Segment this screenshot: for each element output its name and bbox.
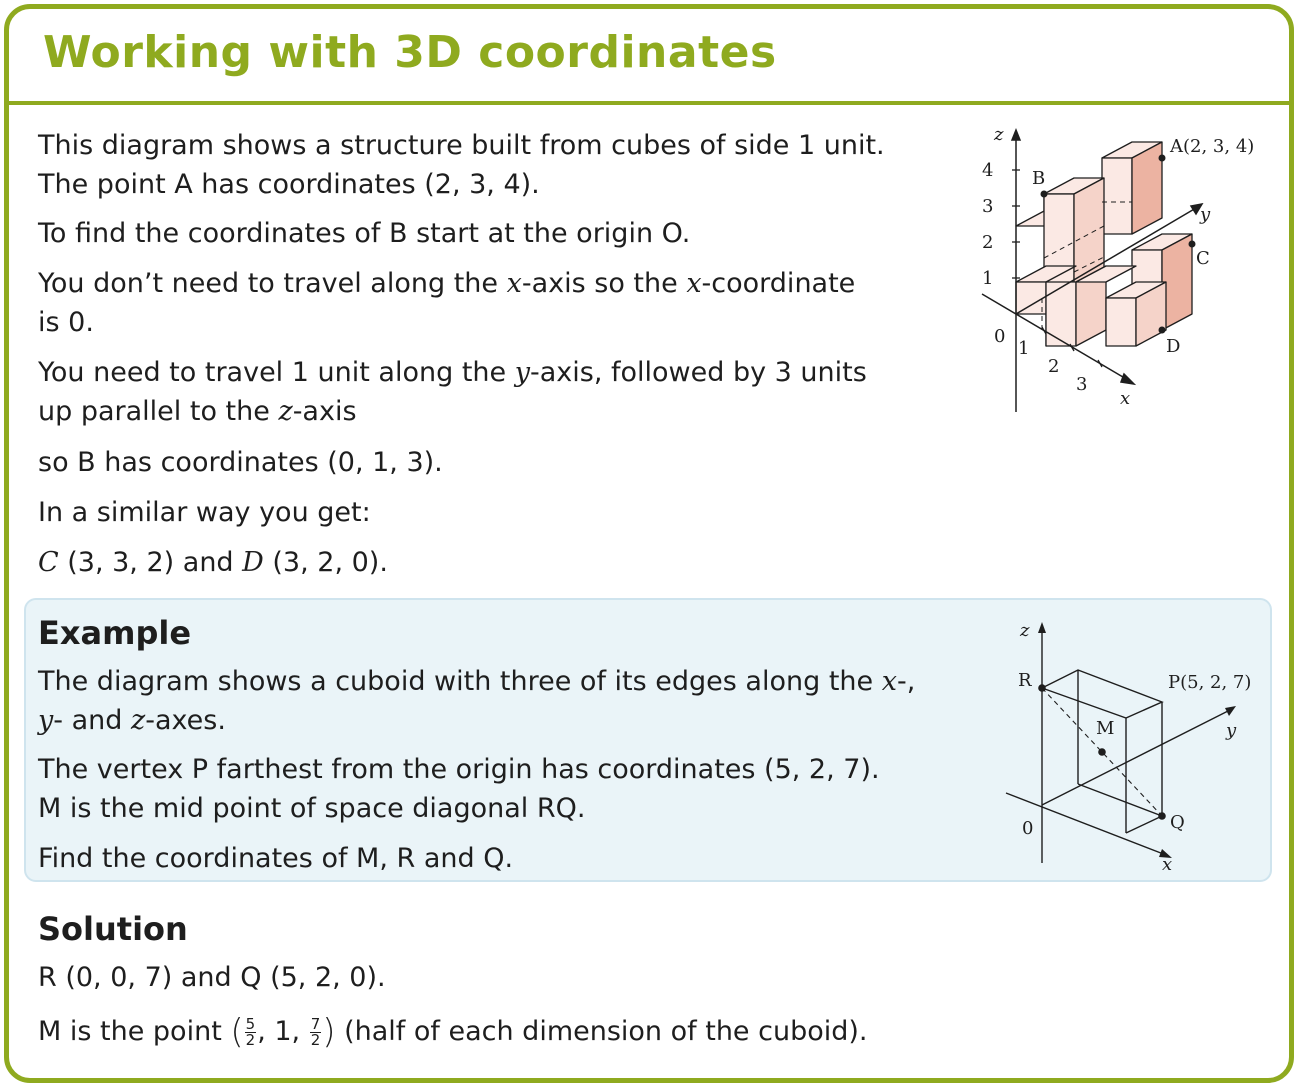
cuboid-diagram	[1000, 618, 1272, 878]
intro-paragraph-4: You need to travel 1 unit along the y-axis, followed by 3 units up parallel to the z-axis	[38, 357, 867, 427]
example-paragraph-1: The diagram shows a cuboid with three of its edges along the x-, y- and z-axes.	[38, 666, 916, 736]
y-axis-label: y	[1200, 204, 1211, 225]
point-c-label: C	[1196, 248, 1210, 269]
example-paragraph-2: The vertex P farthest from the origin has coordinates (5, 2, 7). M is the mid point of space diagonal RQ.	[38, 754, 880, 824]
z-tick-label: 3	[982, 196, 994, 217]
example-paragraph-3: Find the coordinates of M, R and Q.	[38, 843, 514, 874]
point-d-label: D	[1166, 336, 1181, 357]
x-tick-label: 2	[1048, 356, 1060, 377]
intro-paragraph-1	[38, 126, 885, 204]
z-axis-label: z	[994, 124, 1004, 145]
x-tick-label: 3	[1076, 374, 1088, 395]
page-title: Working with 3D coordinates	[43, 27, 777, 78]
point-r-label: R	[1018, 670, 1032, 691]
intro-paragraph-3: You don’t need to travel along the x-axis so the x-coordinate is 0.	[38, 268, 856, 338]
z-tick-label: 2	[982, 232, 994, 253]
z-tick-label: 1	[982, 268, 994, 289]
intro-line: The point A has coordinates (2, 3, 4).	[38, 169, 540, 200]
point-p-label: P(5, 2, 7)	[1168, 672, 1252, 693]
z-tick-label: 4	[982, 160, 994, 181]
point-q-label: Q	[1170, 812, 1185, 833]
origin-label: 0	[994, 326, 1006, 347]
intro-paragraph-5: so B has coordinates (0, 1, 3).	[38, 447, 443, 478]
fraction-7-over-2: $\frac{7}{2}$	[310, 1015, 321, 1049]
point-b-label: B	[1032, 168, 1046, 189]
point-m-label: M	[1096, 718, 1115, 739]
intro-paragraph-6: In a similar way you get:	[38, 497, 371, 528]
solution-line-2: M is the point ( $\frac{5}{2}$ , 1, $\frac{7}{2}$ ) (half of each dimension of the cuboid).	[38, 1012, 868, 1052]
intro-paragraph-7: C (3, 3, 2) and D (3, 2, 0).	[38, 547, 388, 578]
solution-line-1: R (0, 0, 7) and Q (5, 2, 0).	[38, 962, 386, 993]
title-bar	[9, 9, 1289, 105]
intro-line: This diagram shows a structure built from cubes of side 1 unit.	[38, 130, 885, 161]
x-axis-label: x	[1162, 854, 1173, 875]
fraction-5-over-2: $\frac{5}{2}$	[245, 1015, 256, 1049]
point-a-label: A(2, 3, 4)	[1170, 136, 1255, 157]
origin-label: 0	[1022, 818, 1034, 839]
x-tick-label: 1	[1018, 338, 1030, 359]
z-axis-label: z	[1020, 620, 1030, 641]
solution-heading: Solution	[38, 910, 188, 948]
y-axis-label: y	[1226, 720, 1237, 741]
example-heading: Example	[38, 614, 192, 652]
cube-structure-diagram	[972, 122, 1272, 412]
intro-paragraph-2: To find the coordinates of B start at the origin O.	[38, 218, 691, 249]
x-axis-label: x	[1120, 388, 1131, 409]
